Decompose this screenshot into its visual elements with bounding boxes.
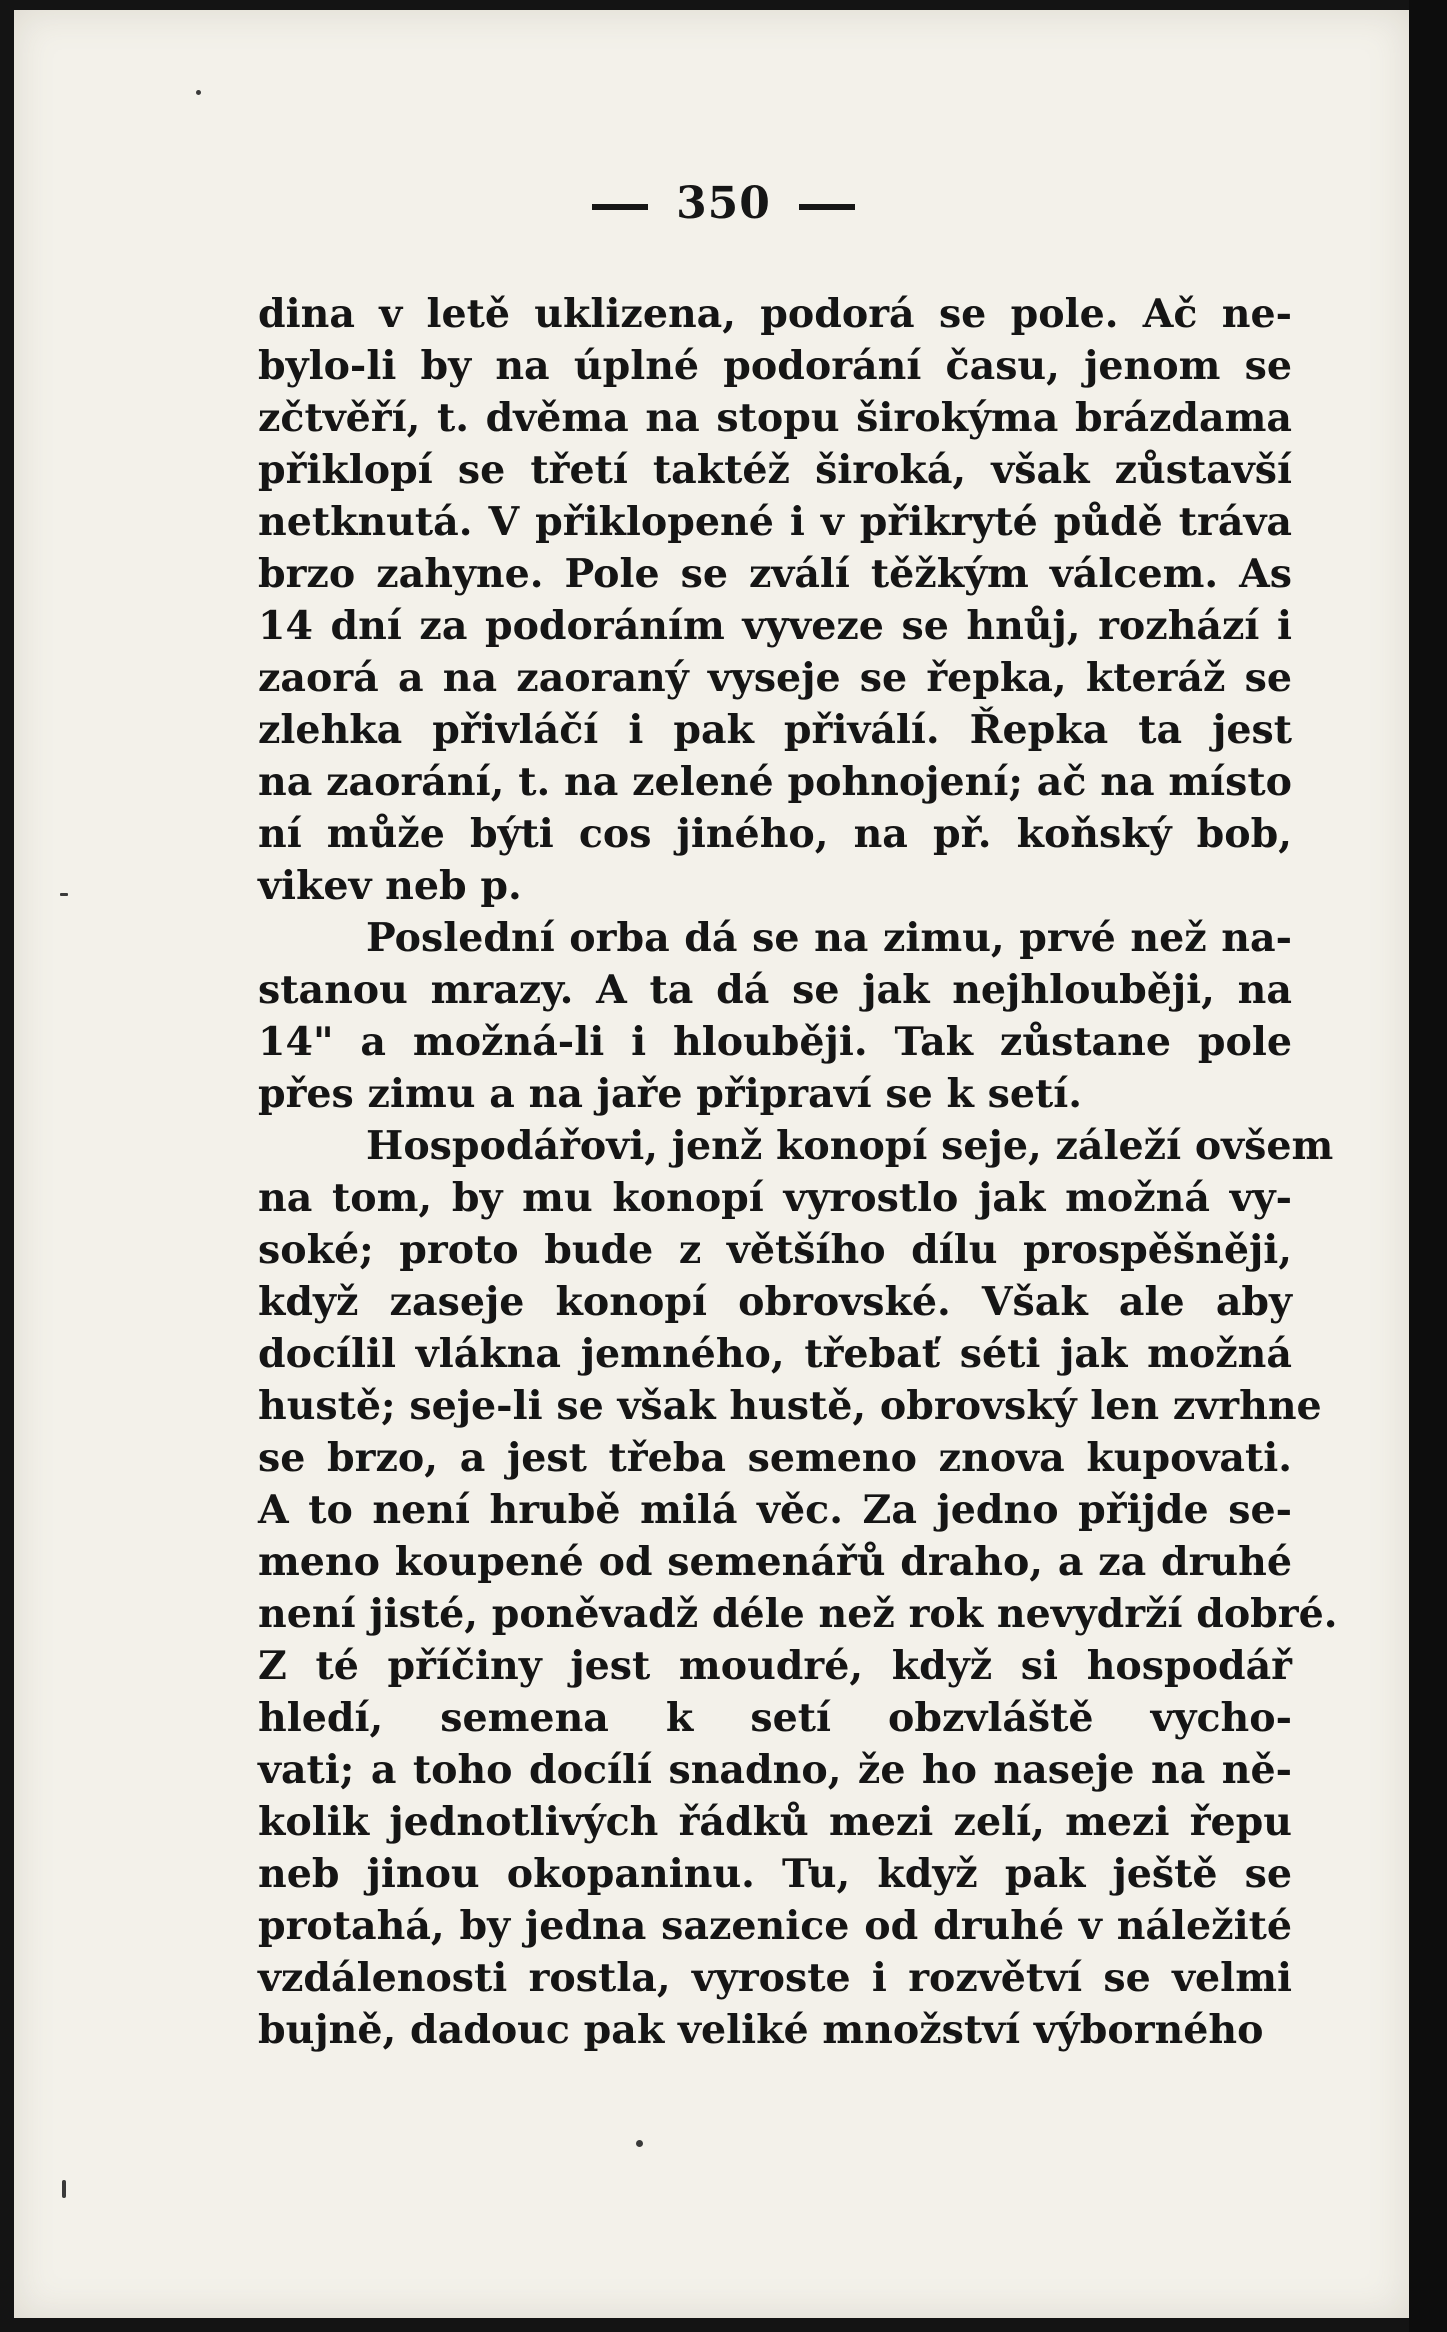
text-line: Hospodářovi, jenž konopí seje, záleží ovšem bbox=[366, 1123, 1334, 1169]
text-line: přes zimu a na jaře připraví se k setí. bbox=[258, 1071, 1083, 1117]
text-line: bujně, dadouc pak veliké množství výborného bbox=[258, 2007, 1264, 2053]
page-header bbox=[0, 178, 1447, 229]
page-body-text bbox=[258, 288, 1338, 2056]
paper-speck bbox=[196, 90, 201, 95]
text-line: ní může býti cos jiného, na př. koňský bob, bbox=[258, 811, 1292, 857]
text-line: se brzo, a jest třeba semeno znova kupovati. bbox=[258, 1435, 1292, 1481]
text-line: hledí, semena k setí obzvláště vycho- bbox=[258, 1695, 1292, 1741]
text-line: vzdálenosti rostla, vyroste i rozvětví se velmi bbox=[258, 1955, 1292, 2001]
text-line: hustě; seje-li se však hustě, obrovský len zvrhne bbox=[258, 1383, 1322, 1429]
text-line: na tom, by mu konopí vyrostlo jak možná vy- bbox=[258, 1175, 1292, 1221]
text-line: zčtvěří, t. dvěma na stopu širokýma brázdama bbox=[258, 395, 1292, 441]
page-number: 350 bbox=[676, 178, 771, 229]
text-line: meno koupené od semenářů draho, a za druhé bbox=[258, 1539, 1292, 1585]
paper-speck bbox=[62, 2180, 66, 2198]
text-line: A to není hrubě milá věc. Za jedno přijde se- bbox=[258, 1487, 1292, 1533]
text-line: vati; a toho docílí snadno, že ho naseje na ně- bbox=[258, 1747, 1292, 1793]
text-line: protahá, by jedna sazenice od druhé v náležité bbox=[258, 1903, 1292, 1949]
text-line: není jisté, poněvadž déle než rok nevydrží dobré. bbox=[258, 1591, 1338, 1637]
page-edge-shadow bbox=[1409, 0, 1447, 2332]
text-line: vikev neb p. bbox=[258, 863, 522, 909]
paper-speck bbox=[636, 2140, 643, 2147]
header-dash-left bbox=[592, 204, 648, 210]
text-line: brzo zahyne. Pole se zválí těžkým válcem. As bbox=[258, 551, 1292, 597]
text-line: bylo-li by na úplné podorání času, jenom se bbox=[258, 343, 1292, 389]
paper-speck bbox=[60, 893, 68, 896]
text-line: přiklopí se třetí taktéž široká, však zůstavší bbox=[258, 447, 1292, 493]
text-line: 14" a možná-li i hlouběji. Tak zůstane pole bbox=[258, 1019, 1292, 1065]
text-line: docílil vlákna jemného, třebať séti jak možná bbox=[258, 1331, 1292, 1377]
text-line: zlehka přivláčí i pak přiválí. Řepka ta jest bbox=[258, 707, 1292, 753]
text-line: soké; proto bude z většího dílu prospěšněji, bbox=[258, 1227, 1292, 1273]
text-line: Z té příčiny jest moudré, když si hospodář bbox=[258, 1643, 1292, 1689]
header-dash-right bbox=[799, 204, 855, 210]
text-line: stanou mrazy. A ta dá se jak nejhlouběji, na bbox=[258, 967, 1292, 1013]
text-line: na zaorání, t. na zelené pohnojení; ač na místo bbox=[258, 759, 1292, 805]
text-line: dina v letě uklizena, podorá se pole. Ač ne- bbox=[258, 291, 1292, 337]
text-line: netknutá. V přiklopené i v přikryté půdě tráva bbox=[258, 499, 1292, 545]
text-line: když zaseje konopí obrovské. Však ale aby bbox=[258, 1279, 1292, 1325]
text-line: kolik jednotlivých řádků mezi zelí, mezi řepu bbox=[258, 1799, 1292, 1845]
text-line: 14 dní za podoráním vyveze se hnůj, rozhází i bbox=[258, 603, 1292, 649]
text-line: Poslední orba dá se na zimu, prvé než na- bbox=[366, 915, 1292, 961]
text-line: zaorá a na zaoraný vyseje se řepka, kteráž se bbox=[258, 655, 1292, 701]
text-line: neb jinou okopaninu. Tu, když pak ještě se bbox=[258, 1851, 1292, 1897]
